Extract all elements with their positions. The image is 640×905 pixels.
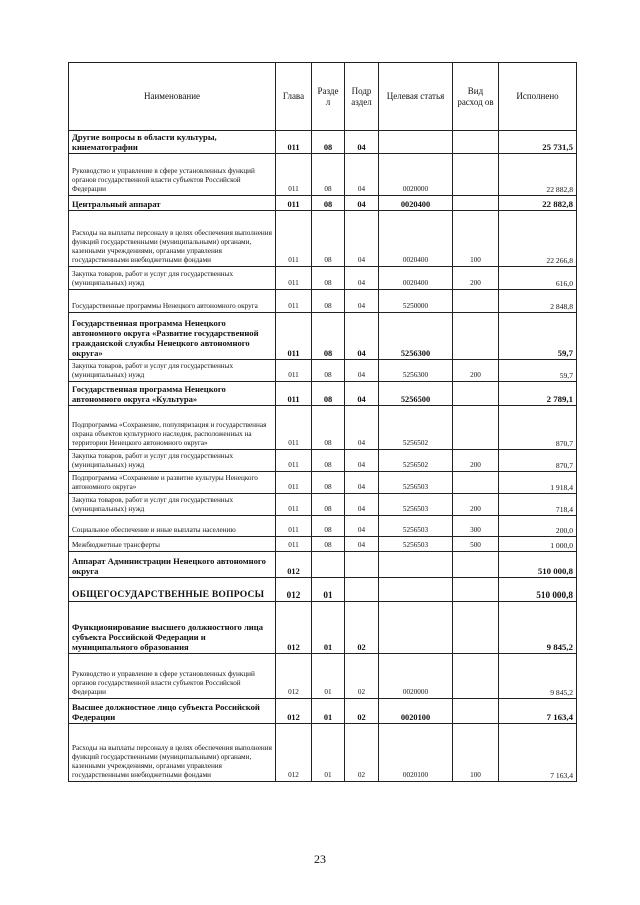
cell-vid xyxy=(453,406,499,450)
cell-podrazdel: 04 xyxy=(345,450,379,472)
table-body xyxy=(69,131,577,782)
cell-razdel: 08 xyxy=(312,313,345,360)
table-row xyxy=(69,494,577,516)
cell-razdel: 08 xyxy=(312,154,345,196)
cell-glava: 011 xyxy=(276,211,312,267)
cell-name: Руководство и управление в сфере установленных функций органов государственной власти субъектов Российской Федерации xyxy=(69,154,276,196)
cell-glava: 011 xyxy=(276,154,312,196)
cell-razdel: 08 xyxy=(312,290,345,313)
cell-target xyxy=(379,578,453,602)
cell-vid xyxy=(453,290,499,313)
cell-podrazdel: 02 xyxy=(345,654,379,699)
cell-amount: 22 882,8 xyxy=(499,196,577,211)
cell-podrazdel: 04 xyxy=(345,382,379,406)
cell-podrazdel: 02 xyxy=(345,699,379,724)
cell-vid xyxy=(453,472,499,494)
cell-podrazdel xyxy=(345,578,379,602)
table-row xyxy=(69,578,577,602)
cell-glava: 011 xyxy=(276,267,312,290)
cell-podrazdel: 04 xyxy=(345,516,379,537)
cell-target: 5256300 xyxy=(379,360,453,382)
header-name: Наименование xyxy=(69,63,276,131)
cell-target: 5256503 xyxy=(379,494,453,516)
cell-name: Государственные программы Ненецкого автономного округа xyxy=(69,290,276,313)
table-row xyxy=(69,290,577,313)
cell-name: Государственная программа Ненецкого автономного округа «Культура» xyxy=(69,382,276,406)
cell-amount: 1 000,0 xyxy=(499,537,577,552)
cell-target: 5256503 xyxy=(379,472,453,494)
cell-amount: 200,0 xyxy=(499,516,577,537)
cell-amount: 22 882,8 xyxy=(499,154,577,196)
cell-target: 0020000 xyxy=(379,654,453,699)
cell-razdel: 08 xyxy=(312,516,345,537)
cell-target: 0020100 xyxy=(379,699,453,724)
table-row xyxy=(69,131,577,154)
cell-razdel: 08 xyxy=(312,131,345,154)
cell-podrazdel: 04 xyxy=(345,472,379,494)
cell-vid xyxy=(453,578,499,602)
cell-vid: 200 xyxy=(453,450,499,472)
cell-amount: 2 789,1 xyxy=(499,382,577,406)
table-row xyxy=(69,699,577,724)
cell-podrazdel: 04 xyxy=(345,494,379,516)
cell-amount: 22 266,8 xyxy=(499,211,577,267)
cell-amount: 7 163,4 xyxy=(499,699,577,724)
cell-podrazdel: 04 xyxy=(345,313,379,360)
cell-name: Подпрограмма «Сохранение и развитие культуры Ненецкого автономного округа» xyxy=(69,472,276,494)
header-done: Исполнено xyxy=(499,63,577,131)
cell-name: Другие вопросы в области культуры, кинематографии xyxy=(69,131,276,154)
cell-amount: 9 845,2 xyxy=(499,602,577,654)
cell-amount: 2 848,8 xyxy=(499,290,577,313)
cell-amount: 25 731,5 xyxy=(499,131,577,154)
cell-glava: 011 xyxy=(276,360,312,382)
cell-name: Государственная программа Ненецкого автономного округа «Развитие государственной гражданской службы Ненецкого автономного округа» xyxy=(69,313,276,360)
header-glava: Глава xyxy=(276,63,312,131)
cell-vid xyxy=(453,196,499,211)
cell-vid: 100 xyxy=(453,211,499,267)
cell-name: Расходы на выплаты персоналу в целях обеспечения выполнения функций государственными (муниципальными) органами, казенными учреждениями, органами управления государственными внебюджетными фондами xyxy=(69,724,276,782)
cell-glava: 011 xyxy=(276,290,312,313)
cell-amount: 7 163,4 xyxy=(499,724,577,782)
header-razdel: Разде л xyxy=(312,63,345,131)
table-row xyxy=(69,154,577,196)
cell-glava: 012 xyxy=(276,578,312,602)
cell-vid xyxy=(453,154,499,196)
cell-name: Закупка товаров, работ и услуг для государственных (муниципальных) нужд xyxy=(69,450,276,472)
cell-podrazdel: 04 xyxy=(345,290,379,313)
cell-target: 5256300 xyxy=(379,313,453,360)
cell-name: Центральный аппарат xyxy=(69,196,276,211)
cell-vid xyxy=(453,131,499,154)
cell-target: 5256503 xyxy=(379,537,453,552)
cell-podrazdel: 04 xyxy=(345,131,379,154)
cell-vid xyxy=(453,313,499,360)
cell-amount: 870,7 xyxy=(499,406,577,450)
cell-podrazdel: 04 xyxy=(345,406,379,450)
cell-name: Высшее должностное лицо субъекта Российской Федерации xyxy=(69,699,276,724)
cell-target xyxy=(379,552,453,578)
cell-vid: 500 xyxy=(453,537,499,552)
cell-amount: 510 000,8 xyxy=(499,578,577,602)
table-row xyxy=(69,602,577,654)
cell-razdel xyxy=(312,552,345,578)
cell-amount: 510 000,8 xyxy=(499,552,577,578)
cell-glava: 011 xyxy=(276,516,312,537)
cell-amount: 870,7 xyxy=(499,450,577,472)
cell-vid: 200 xyxy=(453,267,499,290)
cell-name: Социальное обеспечение и иные выплаты населению xyxy=(69,516,276,537)
cell-vid xyxy=(453,654,499,699)
cell-target: 0020100 xyxy=(379,724,453,782)
cell-razdel: 08 xyxy=(312,267,345,290)
page-number: 23 xyxy=(314,852,326,866)
table-row xyxy=(69,382,577,406)
cell-razdel: 08 xyxy=(312,472,345,494)
cell-razdel: 01 xyxy=(312,724,345,782)
cell-glava: 011 xyxy=(276,196,312,211)
cell-podrazdel: 04 xyxy=(345,196,379,211)
cell-name: Закупка товаров, работ и услуг для государственных (муниципальных) нужд xyxy=(69,267,276,290)
cell-name: Закупка товаров, работ и услуг для государственных (муниципальных) нужд xyxy=(69,494,276,516)
cell-razdel: 08 xyxy=(312,196,345,211)
cell-vid xyxy=(453,699,499,724)
table-row xyxy=(69,360,577,382)
table-row xyxy=(69,537,577,552)
cell-razdel: 08 xyxy=(312,382,345,406)
cell-name: Расходы на выплаты персоналу в целях обеспечения выполнения функций государственными (муниципальными) органами, казенными учреждениями, органами управления государственными внебюджетными фондами xyxy=(69,211,276,267)
cell-podrazdel: 02 xyxy=(345,602,379,654)
cell-glava: 012 xyxy=(276,602,312,654)
cell-razdel: 01 xyxy=(312,578,345,602)
cell-target xyxy=(379,131,453,154)
cell-vid: 300 xyxy=(453,516,499,537)
cell-target: 5256502 xyxy=(379,450,453,472)
cell-amount: 59,7 xyxy=(499,313,577,360)
cell-glava: 012 xyxy=(276,654,312,699)
cell-razdel: 08 xyxy=(312,211,345,267)
cell-name: Руководство и управление в сфере установленных функций органов государственной власти субъектов Российской Федерации xyxy=(69,654,276,699)
header-target: Целевая статья xyxy=(379,63,453,131)
budget-table xyxy=(68,62,577,782)
table-row xyxy=(69,472,577,494)
cell-target: 5256500 xyxy=(379,382,453,406)
cell-glava: 011 xyxy=(276,537,312,552)
cell-vid: 100 xyxy=(453,724,499,782)
cell-vid: 200 xyxy=(453,360,499,382)
table-row xyxy=(69,552,577,578)
cell-glava: 011 xyxy=(276,494,312,516)
cell-amount: 616,0 xyxy=(499,267,577,290)
cell-razdel: 01 xyxy=(312,699,345,724)
cell-name: Межбюджетные трансферты xyxy=(69,537,276,552)
cell-podrazdel: 04 xyxy=(345,154,379,196)
cell-glava: 011 xyxy=(276,450,312,472)
cell-podrazdel: 04 xyxy=(345,360,379,382)
cell-razdel: 01 xyxy=(312,654,345,699)
cell-glava: 011 xyxy=(276,313,312,360)
table-row xyxy=(69,654,577,699)
cell-amount: 9 845,2 xyxy=(499,654,577,699)
cell-razdel: 08 xyxy=(312,537,345,552)
cell-name: Закупка товаров, работ и услуг для государственных (муниципальных) нужд xyxy=(69,360,276,382)
cell-glava: 011 xyxy=(276,382,312,406)
cell-razdel: 08 xyxy=(312,450,345,472)
table-row xyxy=(69,313,577,360)
cell-podrazdel: 02 xyxy=(345,724,379,782)
cell-amount: 1 918,4 xyxy=(499,472,577,494)
cell-podrazdel: 04 xyxy=(345,211,379,267)
table-row xyxy=(69,196,577,211)
table-row xyxy=(69,516,577,537)
cell-name: Аппарат Администрации Ненецкого автономного округа xyxy=(69,552,276,578)
cell-name: Подпрограмма «Сохранение, популяризация и государственная охрана объектов культурного наследия, расположенных на территории Ненецкого автономного округа» xyxy=(69,406,276,450)
cell-amount: 718,4 xyxy=(499,494,577,516)
table-header xyxy=(69,63,577,131)
cell-name: ОБЩЕГОСУДАРСТВЕННЫЕ ВОПРОСЫ xyxy=(69,578,276,602)
table-row xyxy=(69,211,577,267)
cell-razdel: 01 xyxy=(312,602,345,654)
cell-target: 0020400 xyxy=(379,196,453,211)
cell-razdel: 08 xyxy=(312,360,345,382)
cell-name: Функционирование высшего должностного лица субъекта Российской Федерации и муниципального образования xyxy=(69,602,276,654)
cell-target: 0020000 xyxy=(379,154,453,196)
cell-glava: 012 xyxy=(276,552,312,578)
table-row xyxy=(69,450,577,472)
cell-glava: 011 xyxy=(276,406,312,450)
cell-glava: 011 xyxy=(276,131,312,154)
cell-target: 5250000 xyxy=(379,290,453,313)
cell-razdel: 08 xyxy=(312,406,345,450)
cell-podrazdel xyxy=(345,552,379,578)
cell-target: 0020400 xyxy=(379,211,453,267)
cell-target: 5256502 xyxy=(379,406,453,450)
cell-target xyxy=(379,602,453,654)
header-podrazdel: Подр аздел xyxy=(345,63,379,131)
cell-podrazdel: 04 xyxy=(345,537,379,552)
table-row xyxy=(69,724,577,782)
cell-target: 5256503 xyxy=(379,516,453,537)
cell-vid xyxy=(453,602,499,654)
cell-vid xyxy=(453,552,499,578)
cell-vid xyxy=(453,382,499,406)
cell-glava: 012 xyxy=(276,699,312,724)
cell-glava: 011 xyxy=(276,472,312,494)
cell-vid: 200 xyxy=(453,494,499,516)
table-row xyxy=(69,406,577,450)
header-vid: Вид расход ов xyxy=(453,63,499,131)
cell-glava: 012 xyxy=(276,724,312,782)
cell-target: 0020400 xyxy=(379,267,453,290)
cell-amount: 59,7 xyxy=(499,360,577,382)
cell-razdel: 08 xyxy=(312,494,345,516)
cell-podrazdel: 04 xyxy=(345,267,379,290)
table-row xyxy=(69,267,577,290)
